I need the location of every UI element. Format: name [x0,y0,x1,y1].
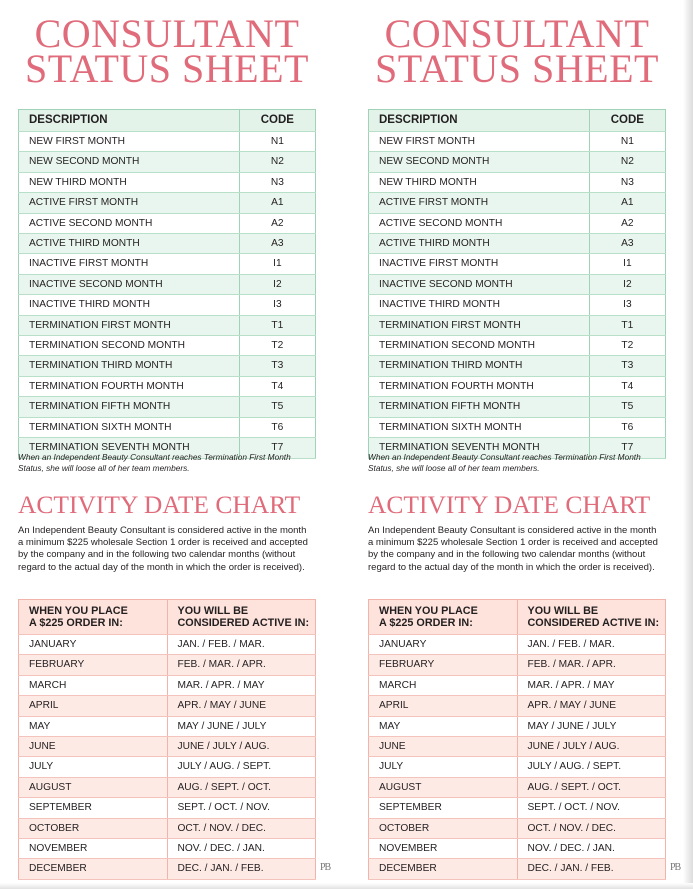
status-description: ACTIVE THIRD MONTH [19,234,240,254]
order-month: FEBRUARY [19,655,168,675]
activity-row [369,655,666,675]
status-code: A2 [239,213,315,233]
status-description: TERMINATION SEVENTH MONTH [19,438,240,458]
order-month: MARCH [369,675,518,695]
status-row [19,234,316,254]
activity-row [19,635,316,655]
status-description: TERMINATION FIFTH MONTH [19,397,240,417]
activity-paragraph: An Independent Beauty Consultant is considered active in the month a minimum $225 wholesale Section 1 order is received and accepted by the company and in the following two calendar months (without regard to the actual day of the month in which the order is received). [368,525,658,573]
code-header: CODE [239,110,315,132]
status-code: T4 [239,376,315,396]
activity-chart-title: ACTIVITY DATE CHART [368,490,651,519]
title-line-2: STATUS SHEET [25,46,309,91]
activity-date-table [368,599,666,880]
when-header-line-2: A $225 ORDER IN: [379,617,473,629]
order-month: AUGUST [369,777,518,797]
order-month: MAY [369,716,518,736]
status-code-table [368,109,666,459]
order-month: JUNE [19,737,168,757]
description-header: DESCRIPTION [369,110,590,132]
active-header [167,600,316,635]
activity-chart-title: ACTIVITY DATE CHART [18,490,301,519]
status-description: TERMINATION FIRST MONTH [19,315,240,335]
active-months: JAN. / FEB. / MAR. [517,635,666,655]
status-table-header [19,110,316,132]
status-code: N2 [239,152,315,172]
status-description: INACTIVE FIRST MONTH [369,254,590,274]
status-code: N1 [239,132,315,152]
activity-row [369,696,666,716]
status-code: A1 [589,193,665,213]
status-code: T4 [589,376,665,396]
active-months: MAR. / APR. / MAY [167,675,316,695]
status-row [19,132,316,152]
active-months: MAY / JUNE / JULY [167,716,316,736]
order-month: JUNE [369,737,518,757]
status-sheet-title [18,11,316,91]
status-description: NEW SECOND MONTH [369,152,590,172]
status-row [369,193,666,213]
status-description: TERMINATION SECOND MONTH [369,336,590,356]
order-month: NOVEMBER [19,839,168,859]
status-code: I2 [589,274,665,294]
status-description: ACTIVE THIRD MONTH [369,234,590,254]
status-code-table [18,109,316,459]
status-code: I1 [239,254,315,274]
status-table-header [369,110,666,132]
active-months: OCT. / NOV. / DEC. [167,818,316,838]
activity-row [369,859,666,879]
status-code: T1 [239,315,315,335]
activity-row [19,859,316,879]
page-bottom-shadow [0,883,693,889]
status-row [19,152,316,172]
status-code: T6 [589,417,665,437]
order-month: JULY [369,757,518,777]
when-header [19,600,168,635]
activity-row [19,716,316,736]
active-header-line-1: YOU WILL BE [177,604,249,617]
order-month: NOVEMBER [369,839,518,859]
status-code: I3 [239,295,315,315]
status-description: TERMINATION SIXTH MONTH [19,417,240,437]
activity-row [369,839,666,859]
active-months: JUNE / JULY / AUG. [167,737,316,757]
activity-row [369,675,666,695]
status-description: TERMINATION FOURTH MONTH [369,376,590,396]
status-code: A2 [589,213,665,233]
order-month: MARCH [19,675,168,695]
active-months: FEB. / MAR. / APR. [167,655,316,675]
status-row [369,254,666,274]
order-month: FEBRUARY [369,655,518,675]
order-month: AUGUST [19,777,168,797]
activity-row [19,675,316,695]
status-description: NEW THIRD MONTH [369,172,590,192]
status-code: T5 [589,397,665,417]
status-code: T6 [239,417,315,437]
status-description: ACTIVE FIRST MONTH [19,193,240,213]
when-header-line-1: WHEN YOU PLACE [379,604,478,617]
order-month: SEPTEMBER [369,798,518,818]
status-row [19,213,316,233]
activity-paragraph: An Independent Beauty Consultant is considered active in the month a minimum $225 wholesale Section 1 order is received and accepted by the company and in the following two calendar months (without regard to the actual day of the month in which the order is received). [18,525,308,573]
active-header-line-2: CONSIDERED ACTIVE IN: [177,617,310,629]
status-code: A1 [239,193,315,213]
status-description: NEW FIRST MONTH [369,132,590,152]
status-code: N1 [589,132,665,152]
status-description: INACTIVE THIRD MONTH [19,295,240,315]
status-code: N3 [239,172,315,192]
order-month: DECEMBER [19,859,168,879]
status-code: T2 [589,336,665,356]
status-code: T3 [239,356,315,376]
status-code: N2 [589,152,665,172]
status-description: INACTIVE FIRST MONTH [19,254,240,274]
status-row [19,336,316,356]
status-code: T5 [239,397,315,417]
order-month: JANUARY [19,635,168,655]
active-months: DEC. / JAN. / FEB. [167,859,316,879]
order-month: MAY [19,716,168,736]
status-code: T7 [589,438,665,458]
status-row [19,417,316,437]
order-month: JULY [19,757,168,777]
activity-row [19,777,316,797]
active-months: SEPT. / OCT. / NOV. [167,798,316,818]
active-months: JAN. / FEB. / MAR. [167,635,316,655]
active-months: JULY / AUG. / SEPT. [517,757,666,777]
status-row [19,254,316,274]
activity-row [19,757,316,777]
status-description: TERMINATION FOURTH MONTH [19,376,240,396]
pb-logo-mark: P​B [320,862,331,873]
order-month: OCTOBER [369,818,518,838]
active-months: APR. / MAY / JUNE [517,696,666,716]
status-row [369,274,666,294]
active-months: NOV. / DEC. / JAN. [517,839,666,859]
activity-table-header [19,600,316,635]
active-months: FEB. / MAR. / APR. [517,655,666,675]
status-row [369,315,666,335]
termination-note: When an Independent Beauty Consultant reaches Termination First Month Status, she will loose all of her team members. [18,452,291,473]
status-row [369,172,666,192]
title-line-1: CONSULTANT [34,11,300,56]
active-months: JULY / AUG. / SEPT. [167,757,316,777]
status-description: TERMINATION THIRD MONTH [369,356,590,376]
status-code: I1 [589,254,665,274]
activity-row [19,696,316,716]
title-line-1: CONSULTANT [384,11,650,56]
activity-row [369,818,666,838]
active-months: SEPT. / OCT. / NOV. [517,798,666,818]
status-row [369,376,666,396]
active-header [517,600,666,635]
activity-row [19,655,316,675]
when-header [369,600,518,635]
active-months: OCT. / NOV. / DEC. [517,818,666,838]
status-code: T1 [589,315,665,335]
status-code: A3 [239,234,315,254]
activity-date-table [18,599,316,880]
active-months: APR. / MAY / JUNE [167,696,316,716]
code-header: CODE [589,110,665,132]
activity-row [369,757,666,777]
activity-row [19,737,316,757]
active-header-line-2: CONSIDERED ACTIVE IN: [527,617,660,629]
activity-row [19,818,316,838]
status-description: TERMINATION FIRST MONTH [369,315,590,335]
activity-row [19,839,316,859]
status-row [369,152,666,172]
active-header-line-1: YOU WILL BE [527,604,599,617]
status-description: ACTIVE SECOND MONTH [369,213,590,233]
status-description: NEW SECOND MONTH [19,152,240,172]
status-code: N3 [589,172,665,192]
when-header-line-1: WHEN YOU PLACE [29,604,128,617]
status-description: ACTIVE FIRST MONTH [369,193,590,213]
status-row [369,132,666,152]
status-row [369,336,666,356]
status-row [19,397,316,417]
status-code: T3 [589,356,665,376]
status-row [369,417,666,437]
when-header-line-2: A $225 ORDER IN: [29,617,123,629]
activity-row [369,635,666,655]
order-month: APRIL [369,696,518,716]
status-row [19,193,316,213]
title-line-2: STATUS SHEET [375,46,659,91]
termination-note: When an Independent Beauty Consultant reaches Termination First Month Status, she will loose all of her team members. [368,452,641,473]
order-month: SEPTEMBER [19,798,168,818]
activity-row [19,798,316,818]
page-edge-shadow [683,0,693,889]
active-months: NOV. / DEC. / JAN. [167,839,316,859]
active-months: MAR. / APR. / MAY [517,675,666,695]
status-sheet-title [368,11,666,91]
activity-table-header [369,600,666,635]
activity-row [369,737,666,757]
status-row [19,172,316,192]
status-description: INACTIVE THIRD MONTH [369,295,590,315]
status-code: A3 [589,234,665,254]
status-row [369,295,666,315]
order-month: APRIL [19,696,168,716]
status-row [19,315,316,335]
status-row [19,274,316,294]
status-code: T7 [239,438,315,458]
order-month: JANUARY [369,635,518,655]
status-code: T2 [239,336,315,356]
pb-logo-mark: P​B [670,862,681,873]
active-months: JUNE / JULY / AUG. [517,737,666,757]
status-description: NEW FIRST MONTH [19,132,240,152]
status-row [369,213,666,233]
order-month: OCTOBER [19,818,168,838]
status-description: TERMINATION SECOND MONTH [19,336,240,356]
status-code: I3 [589,295,665,315]
status-description: INACTIVE SECOND MONTH [369,274,590,294]
active-months: AUG. / SEPT. / OCT. [517,777,666,797]
active-months: DEC. / JAN. / FEB. [517,859,666,879]
activity-row [369,798,666,818]
status-description: NEW THIRD MONTH [19,172,240,192]
status-row [369,356,666,376]
status-description: TERMINATION SIXTH MONTH [369,417,590,437]
status-row [369,234,666,254]
status-description: INACTIVE SECOND MONTH [19,274,240,294]
status-row [19,376,316,396]
active-months: MAY / JUNE / JULY [517,716,666,736]
status-description: ACTIVE SECOND MONTH [19,213,240,233]
activity-row [369,777,666,797]
status-row [19,356,316,376]
status-row [369,397,666,417]
status-description: TERMINATION FIFTH MONTH [369,397,590,417]
description-header: DESCRIPTION [19,110,240,132]
status-description: TERMINATION SEVENTH MONTH [369,438,590,458]
activity-row [369,716,666,736]
status-code: I2 [239,274,315,294]
status-row [19,295,316,315]
status-description: TERMINATION THIRD MONTH [19,356,240,376]
active-months: AUG. / SEPT. / OCT. [167,777,316,797]
order-month: DECEMBER [369,859,518,879]
